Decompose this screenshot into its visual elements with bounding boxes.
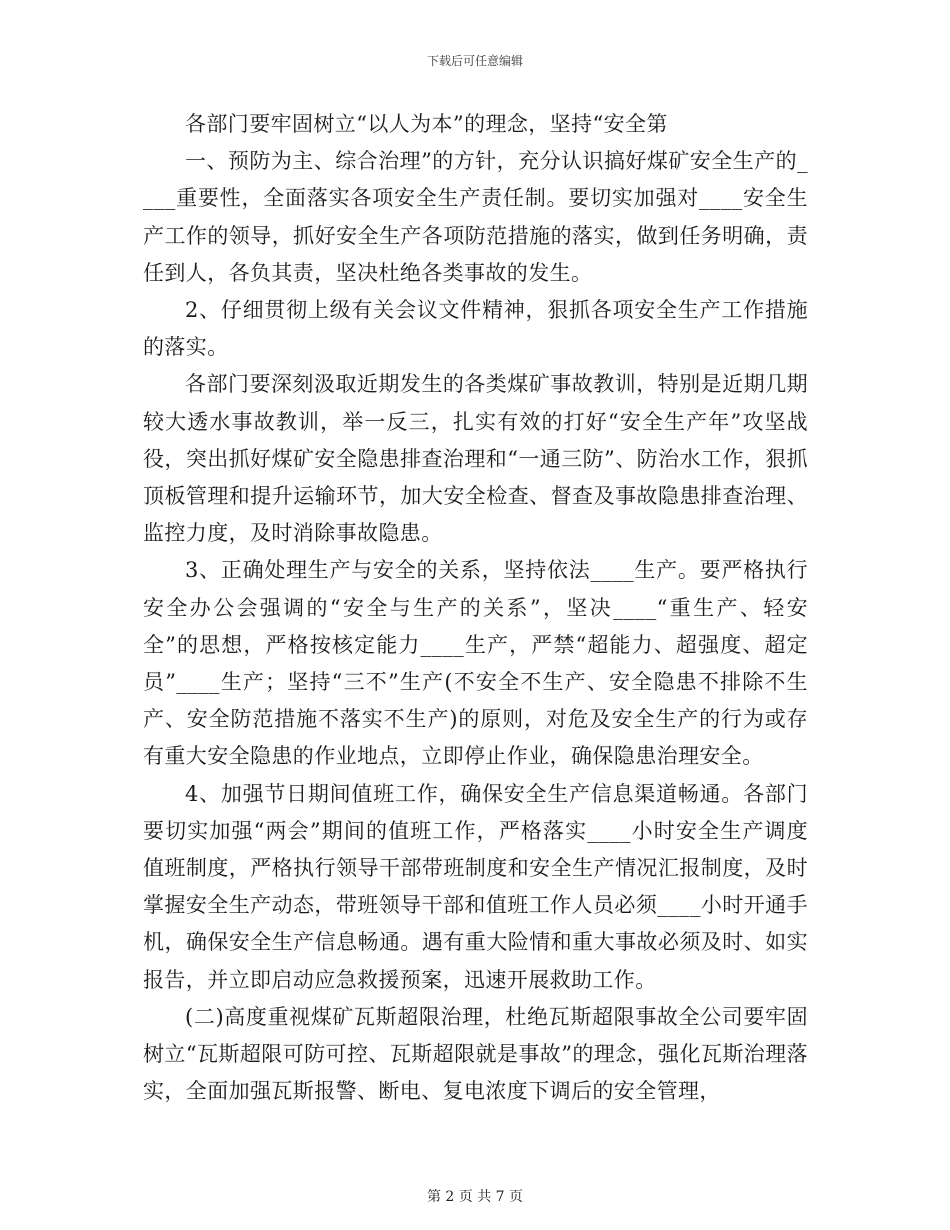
paragraph-1: 各部门要牢固树立“以人为本”的理念，坚持“安全第 — [185, 112, 668, 136]
paragraph-2: 一、预防为主、综合治理”的方针，充分认识搞好煤矿安全生产的____重要性，全面落实各项安全生产责任制。要切实加强对____安全生产工作的领导，抓好安全生产各项防范措施的落实，做到任务明确，责任到人，各负其责，坚决杜绝各类事故的发生。 — [143, 149, 808, 285]
paragraph-6: 4、加强节日期间值班工作，确保安全生产信息渠道畅通。各部门要切实加强“两会”期间的值班工作，严格落实____小时安全生产调度值班制度，严格执行领导干部带班制度和安全生产情况汇报制度，及时掌握安全生产动态，带班领导干部和值班工作人员必须____小时开通手机，确保安全生产信息畅通。遇有重大险情和重大事故必须及时、如实报告，并立即启动应急救援预案，迅速开展救助工作。 — [143, 781, 808, 992]
paragraph-5: 3、正确处理生产与安全的关系，坚持依法____生产。要严格执行安全办公会强调的“安全与生产的关系”，坚决____“重生产、轻安全”的思想，严格按核定能力____生产，严禁“超能力、超强度、超定员”____生产；坚持“三不”生产(不安全不生产、安全隐患不排除不生产、安全防范措施不落实不生产)的原则，对危及安全生产的行为或存有重大安全隐患的作业地点，立即停止作业，确保隐患治理安全。 — [143, 558, 808, 769]
page-header: 下载后可任意编辑 — [426, 54, 523, 68]
paragraph-4: 各部门要深刻汲取近期发生的各类煤矿事故教训，特别是近期几期较大透水事故教训，举一反三，扎实有效的打好“安全生产年”攻坚战役，突出抓好煤矿安全隐患排查治理和“一通三防”、防治水工作，狠抓顶板管理和提升运输环节，加大安全检查、督查及事故隐患排查治理、监控力度，及时消除事故隐患。 — [143, 372, 808, 546]
paragraph-3: 2、仔细贯彻上级有关会议文件精神，狠抓各项安全生产工作措施的落实。 — [143, 298, 808, 360]
page-footer: 第 2 页 共 7 页 — [426, 1189, 524, 1205]
document-body — [143, 106, 808, 1110]
paragraph-7: (二)高度重视煤矿瓦斯超限治理，杜绝瓦斯超限事故全公司要牢固树立“瓦斯超限可防可控、瓦斯超限就是事故”的理念，强化瓦斯治理落实，全面加强瓦斯报警、断电、复电浓度下调后的安全管理， — [143, 1004, 808, 1104]
